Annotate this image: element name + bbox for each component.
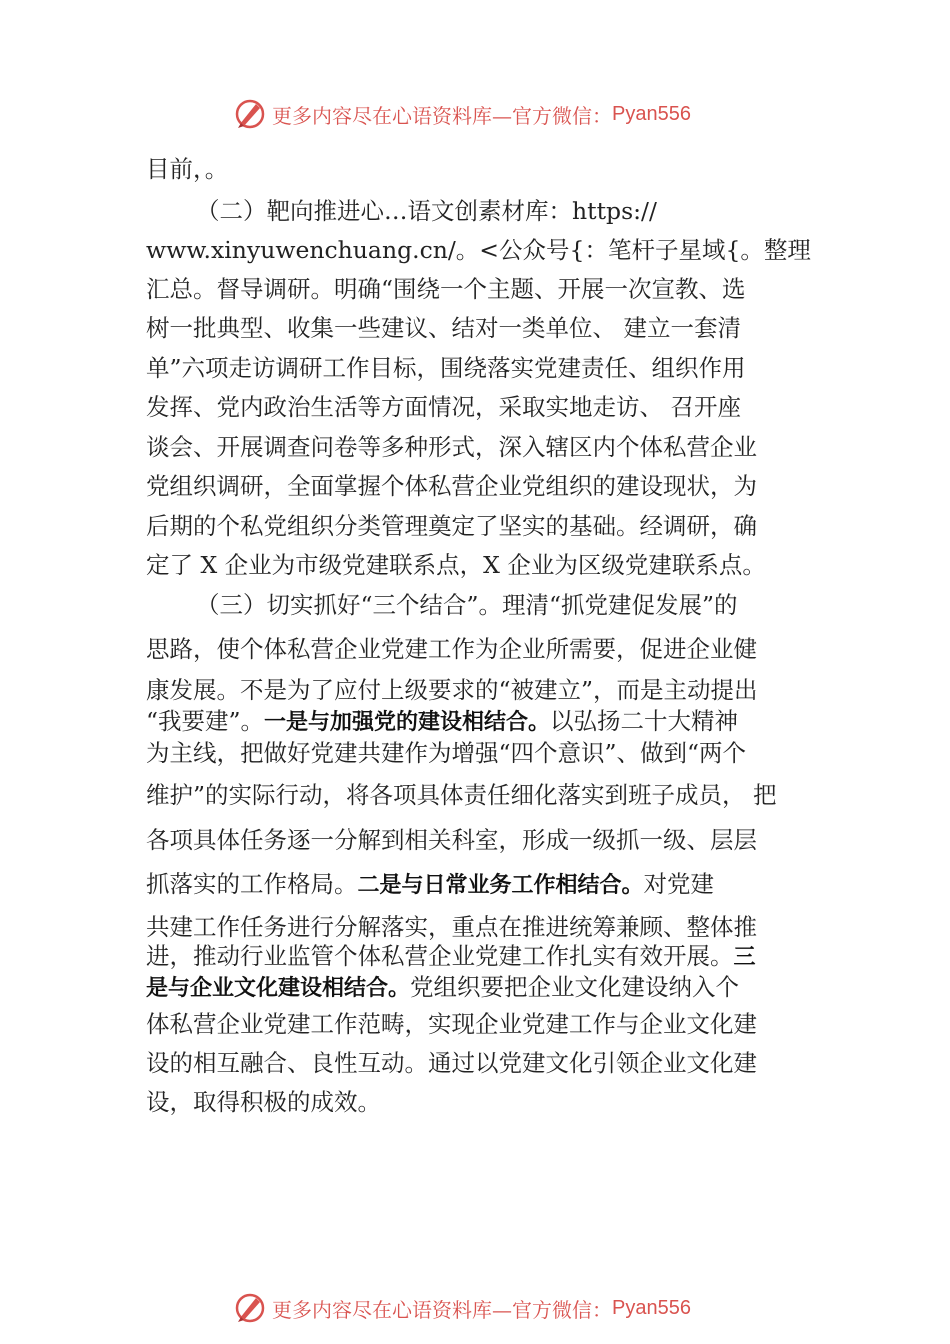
text-line-mixed (146, 941, 756, 973)
header-banner (232, 94, 732, 134)
text-line: 后期的个私党组织分类管理奠定了坚实的基础。经调研，确 (146, 512, 757, 540)
text-line: 定了 X 企业为市级党建联系点，X 企业为区级党建联系点。 (146, 551, 766, 579)
text-line: 体私营企业党建工作范畴，实现企业党建工作与企业文化建 (146, 1010, 757, 1038)
bold-heading-2: 二是与日常业务工作相结合。 (357, 873, 644, 898)
text-segment: 对党建 (643, 870, 715, 898)
text-line: 目前，。 (146, 155, 229, 183)
text-line: www.xinyuwenchuang.cn/。<公众号{：笔杆子星域{。整理 (146, 236, 811, 264)
banner-text: 更多内容尽在心语资料库—官方微信： (272, 103, 612, 128)
text-line: 康发展。不是为了应付上级要求的“被建立”，而是主动提出 (146, 676, 758, 704)
banner-brand: Pyan556 (612, 102, 691, 125)
text-line: 发挥、党内政治生活等方面情况，采取实地走访、 召开座 (146, 393, 741, 421)
banner-brand: Pyan556 (612, 1296, 691, 1319)
text-segment: 党组织要把企业文化建设纳入个 (410, 973, 740, 1001)
text-line: 维护”的实际行动，将各项具体责任细化落实到班子成员， 把 (146, 781, 777, 809)
footer-banner (232, 1288, 732, 1328)
text-line: （三）切实抓好“三个结合”。理清“抓党建促发展”的 (196, 591, 738, 619)
text-line: 汇总。督导调研。明确“围绕一个主题、开展一次宣教、选 (146, 275, 746, 303)
text-segment: 抓落实的工作格局。 (146, 870, 358, 898)
text-line: 设，取得积极的成效。 (146, 1088, 381, 1116)
text-line-mixed (146, 706, 738, 738)
text-line: 树一批典型、收集一些建议、结对一类单位、 建立一套清 (146, 314, 741, 342)
text-segment: 以弘扬二十大精神 (550, 707, 739, 735)
pen-logo-icon (232, 96, 268, 132)
bold-heading-1: 一是与加强党的建设相结合。 (264, 710, 551, 735)
text-line: 共建工作任务进行分解落实，重点在推进统筹兼顾、整体推 (146, 913, 757, 941)
text-segment: 进，推动行业监管个体私营企业党建工作扎实有效开展。 (146, 942, 734, 970)
text-line: （二）靶向推进心…语文创素材库：https:// (196, 197, 657, 225)
text-line: 党组织调研，全面掌握个体私营企业党组织的建设现状，为 (146, 472, 757, 500)
text-line: 思路，使个体私营企业党建工作为企业所需要，促进企业健 (146, 635, 757, 663)
text-line: 为主线，把做好党建共建作为增强“四个意识”、做到“两个 (146, 739, 747, 767)
text-line-mixed (146, 972, 739, 1004)
bold-heading-3-start: 三 (733, 945, 756, 970)
text-line-mixed (146, 869, 714, 901)
text-line: 各项具体任务逐一分解到相关科室，形成一级抓一级、层层 (146, 826, 757, 854)
text-line: 谈会、开展调查问卷等多种形式，深入辖区内个体私营企业 (146, 433, 757, 461)
text-line: 设的相互融合、良性互动。通过以党建文化引领企业文化建 (146, 1049, 757, 1077)
bold-heading-3-end: 是与企业文化建设相结合。 (146, 976, 411, 1001)
pen-logo-icon (232, 1290, 268, 1326)
text-segment: “我要建”。 (146, 707, 265, 735)
text-line: 单”六项走访调研工作目标，围绕落实党建责任、组织作用 (146, 354, 746, 382)
banner-text: 更多内容尽在心语资料库—官方微信： (272, 1297, 612, 1322)
